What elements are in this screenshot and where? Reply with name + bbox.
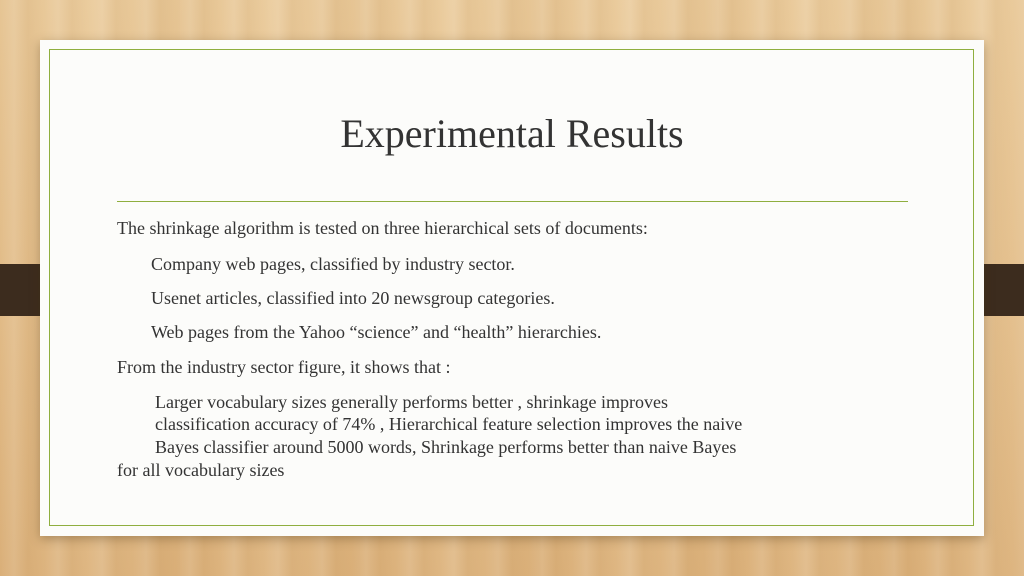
findings-line-1: Larger vocabulary sizes generally performs better , shrinkage improves	[155, 392, 668, 412]
slide-title: Experimental Results	[340, 111, 684, 156]
dataset-item-yahoo-web-pages: Web pages from the Yahoo “science” and “health” hierarchies.	[151, 322, 602, 342]
findings-line-3: Bayes classifier around 5000 words, Shrinkage performs better than naive Bayes	[155, 437, 737, 457]
title-divider	[117, 201, 908, 202]
dataset-item-company-web-pages: Company web pages, classified by industry sector.	[151, 254, 515, 274]
findings-line-2: classification accuracy of 74% , Hierarchical feature selection improves the naive	[155, 414, 743, 434]
findings-intro: From the industry sector figure, it shows that :	[117, 357, 451, 377]
findings-line-4: for all vocabulary sizes	[117, 460, 285, 480]
intro-paragraph: The shrinkage algorithm is tested on three hierarchical sets of documents:	[117, 218, 648, 238]
slide-card	[40, 40, 984, 536]
dataset-item-usenet-articles: Usenet articles, classified into 20 newsgroup categories.	[151, 288, 555, 308]
